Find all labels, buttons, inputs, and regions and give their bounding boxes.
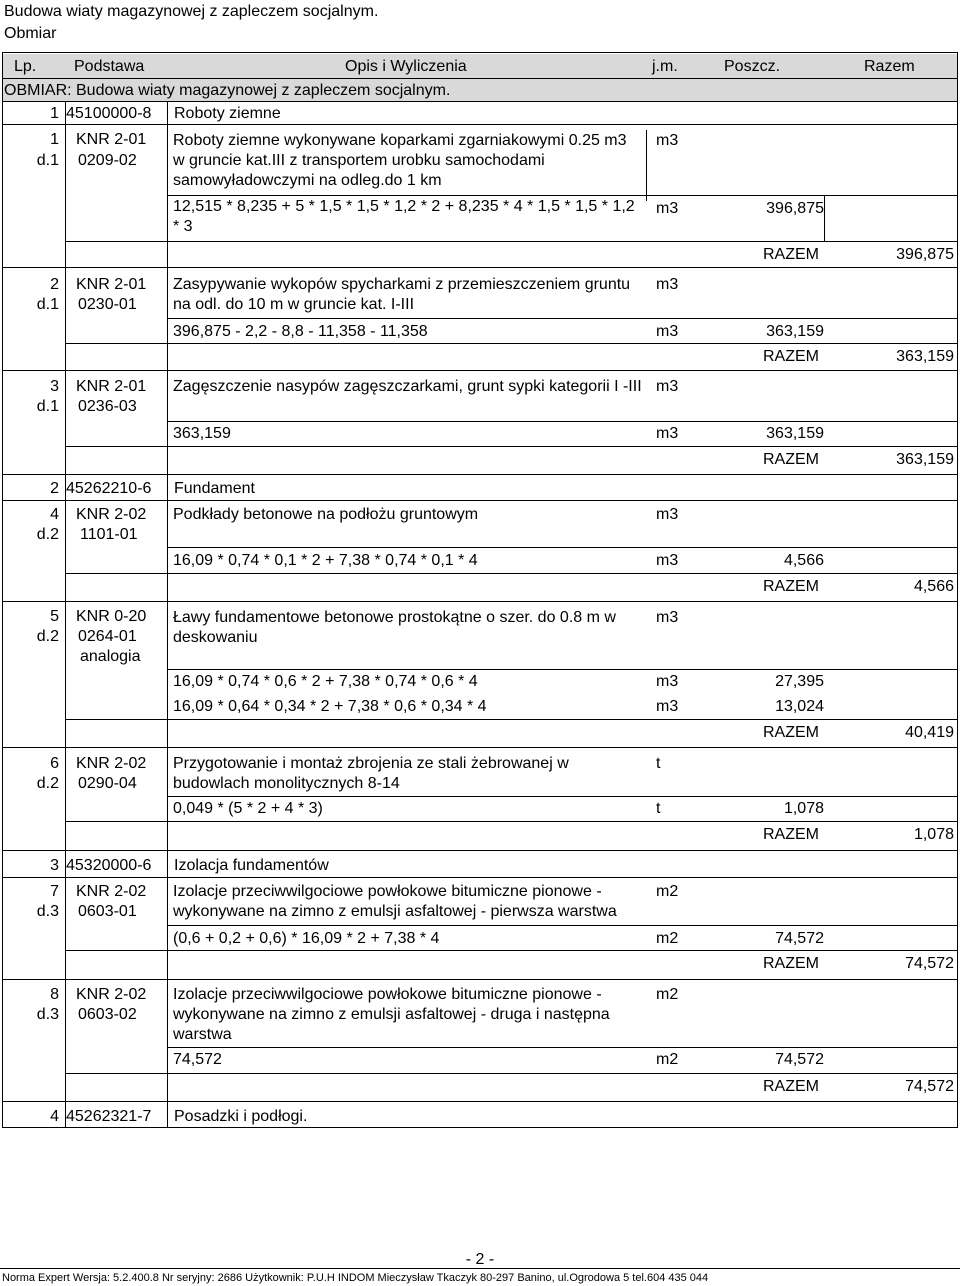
razem-value: 1,078: [913, 826, 954, 843]
razem-label: RAZEM: [763, 246, 819, 263]
calc-unit: m2: [656, 1051, 679, 1068]
razem-value: 4,566: [913, 578, 954, 595]
item-d: d.2: [36, 628, 59, 645]
item-code: KNR 2-02: [76, 883, 147, 900]
calc-value: 74,572: [775, 930, 824, 947]
section-name: Posadzki i podłogi.: [174, 1108, 308, 1125]
razem-label: RAZEM: [763, 955, 819, 972]
item-code: 0236-03: [78, 398, 137, 415]
calc-value: 4,566: [783, 552, 824, 569]
calc-line: 12,515 * 8,235 + 5 * 1,5 * 1,5 * 1,2 * 2 + 8,235 * 4 * 1,5 * 1,5 * 1,2 * 3: [173, 198, 635, 235]
item-unit: m2: [656, 986, 679, 1003]
section-code: 45320000-6: [66, 857, 152, 874]
item-number: 5: [50, 608, 59, 625]
calc-line: 16,09 * 0,74 * 0,6 * 2 + 7,38 * 0,74 * 0,6 * 4: [173, 673, 478, 690]
section-number: 3: [50, 857, 59, 874]
item-d: d.3: [36, 1006, 59, 1023]
item-unit: m2: [656, 883, 679, 900]
calc-unit: m3: [656, 323, 679, 340]
section-code: 45262321-7: [66, 1108, 152, 1125]
col-header-poszcz: Poszcz.: [724, 58, 781, 75]
item-code: 0209-02: [78, 152, 137, 169]
razem-label: RAZEM: [763, 348, 819, 365]
page-number: - 2 -: [465, 1251, 495, 1268]
footer-divider: [0, 1268, 960, 1269]
razem-value: 363,159: [896, 451, 954, 468]
calc-unit: m3: [656, 200, 679, 217]
calc-line: 363,159: [173, 425, 231, 442]
section-number: 2: [50, 480, 59, 497]
header-divider: [2, 78, 958, 79]
item-description: Podkłady betonowe na podłożu gruntowym: [173, 506, 479, 523]
item-description: Przygotowanie i montaż zbrojenia ze stali żebrowanej w budowlach monolitycznych 8-14: [173, 755, 569, 792]
calc-value: 74,572: [775, 1051, 824, 1068]
item-description: Izolacje przeciwwilgociowe powłokowe bitumiczne pionowe - wykonywane na zimno z emulsji asfaltowej - druga i następna warstwa: [173, 986, 610, 1043]
item-code: 0603-02: [78, 1006, 137, 1023]
item-d: d.3: [36, 903, 59, 920]
calc-value: 363,159: [766, 425, 824, 442]
razem-value: 363,159: [896, 348, 954, 365]
item-unit: m3: [656, 378, 679, 395]
col-header-jm: j.m.: [652, 58, 678, 75]
item-number: 3: [50, 378, 59, 395]
calc-line: (0,6 + 0,2 + 0,6) * 16,09 * 2 + 7,38 * 4: [173, 930, 440, 947]
calc-line: 16,09 * 0,74 * 0,1 * 2 + 7,38 * 0,74 * 0,1 * 4: [173, 552, 478, 569]
item-unit: m3: [656, 506, 679, 523]
col-header-opis: Opis i Wyliczenia: [345, 58, 467, 75]
item-code-note: analogia: [80, 648, 141, 665]
calc-line: 0,049 * (5 * 2 + 4 * 3): [173, 800, 323, 817]
calc-line: 16,09 * 0,64 * 0,34 * 2 + 7,38 * 0,6 * 0,34 * 4: [173, 698, 487, 715]
item-code: KNR 0-20: [76, 608, 147, 625]
item-unit: m3: [656, 609, 679, 626]
item-description: Izolacje przeciwwilgociowe powłokowe bitumiczne pionowe - wykonywane na zimno z emulsji asfaltowej - pierwsza warstwa: [173, 883, 617, 920]
calc-unit: t: [656, 800, 661, 817]
section-name: Roboty ziemne: [174, 105, 281, 122]
calc-unit: m3: [656, 673, 679, 690]
obmiar-banner: OBMIAR: Budowa wiaty magazynowej z zapleczem socjalnym.: [4, 82, 451, 99]
section-code: 45262210-6: [66, 480, 152, 497]
item-unit: m3: [656, 132, 679, 149]
item-d: d.2: [36, 526, 59, 543]
item-d: d.1: [36, 296, 59, 313]
item-code: KNR 2-01: [76, 276, 147, 293]
razem-label: RAZEM: [763, 578, 819, 595]
calc-unit: m3: [656, 425, 679, 442]
item-code: 0230-01: [78, 296, 137, 313]
banner-divider: [2, 101, 958, 102]
razem-value: 40,419: [905, 724, 954, 741]
item-code: KNR 2-02: [76, 506, 147, 523]
calc-value: 13,024: [775, 698, 824, 715]
razem-value: 74,572: [905, 955, 954, 972]
col-divider-podstawa: [167, 101, 168, 1127]
item-description: Roboty ziemne wykonywane koparkami zgarniakowymi 0.25 m3 w gruncie kat.III z transportem urobku samochodami samowyładowczymi na odleg.do 1 km: [173, 132, 627, 189]
razem-label: RAZEM: [763, 1078, 819, 1095]
item-number: 6: [50, 755, 59, 772]
document-subtitle: Obmiar: [4, 25, 57, 42]
item-number: 1: [50, 131, 59, 148]
razem-value: 74,572: [905, 1078, 954, 1095]
item-number: 4: [50, 506, 59, 523]
col-divider-lp: [65, 101, 66, 1127]
item-description: Zasypywanie wykopów spycharkami z przemieszczeniem gruntu na odl. do 10 m w gruncie kat. I-III: [173, 276, 631, 313]
col-header-lp: Lp.: [14, 58, 37, 75]
section-number: 4: [50, 1108, 59, 1125]
item-d: d.1: [36, 152, 59, 169]
calc-line: 396,875 - 2,2 - 8,8 - 11,358 - 11,358: [173, 323, 428, 340]
calc-value: 396,875: [766, 200, 824, 217]
item-number: 2: [50, 276, 59, 293]
footer-info: Norma Expert Wersja: 5.2.400.8 Nr seryjny: 2686 Użytkownik: P.U.H INDOM Mieczysław Tkaczyk 80-297 Banino, ul.Ogrodowa 5 tel.604 435 044: [2, 1272, 709, 1284]
section-name: Fundament: [174, 480, 255, 497]
item-code: 0603-01: [78, 903, 137, 920]
item-number: 7: [50, 883, 59, 900]
razem-label: RAZEM: [763, 724, 819, 741]
item-code: KNR 2-01: [76, 378, 147, 395]
item-code: 0290-04: [78, 775, 137, 792]
item-number: 8: [50, 986, 59, 1003]
document-title: Budowa wiaty magazynowej z zapleczem socjalnym.: [4, 3, 379, 20]
section-code: 45100000-8: [66, 105, 152, 122]
item-d: d.1: [36, 398, 59, 415]
section-name: Izolacja fundamentów: [174, 857, 329, 874]
item-code: KNR 2-02: [76, 755, 147, 772]
calc-value: 27,395: [775, 673, 824, 690]
razem-label: RAZEM: [763, 826, 819, 843]
col-header-podstawa: Podstawa: [74, 58, 145, 75]
col-divider-poszcz: [824, 195, 825, 241]
section-number: 1: [50, 105, 59, 122]
item-code: 0264-01: [78, 628, 137, 645]
col-header-razem: Razem: [864, 58, 915, 75]
item-code: KNR 2-02: [76, 986, 147, 1003]
item-unit: t: [656, 755, 661, 772]
calc-value: 363,159: [766, 323, 824, 340]
item-unit: m3: [656, 276, 679, 293]
item-code: 1101-01: [80, 526, 138, 543]
item-d: d.2: [36, 775, 59, 792]
calc-unit: m3: [656, 552, 679, 569]
calc-value: 1,078: [783, 800, 824, 817]
calc-unit: m2: [656, 930, 679, 947]
col-divider-jm: [646, 130, 647, 201]
razem-value: 396,875: [896, 246, 954, 263]
razem-label: RAZEM: [763, 451, 819, 468]
calc-line: 74,572: [173, 1051, 222, 1068]
item-description: Zagęszczenie nasypów zagęszczarkami, grunt sypki kategorii I -III: [173, 378, 642, 395]
item-code: KNR 2-01: [76, 131, 147, 148]
calc-unit: m3: [656, 698, 679, 715]
item-description: Ławy fundamentowe betonowe prostokątne o szer. do 0.8 m w deskowaniu: [173, 609, 616, 646]
